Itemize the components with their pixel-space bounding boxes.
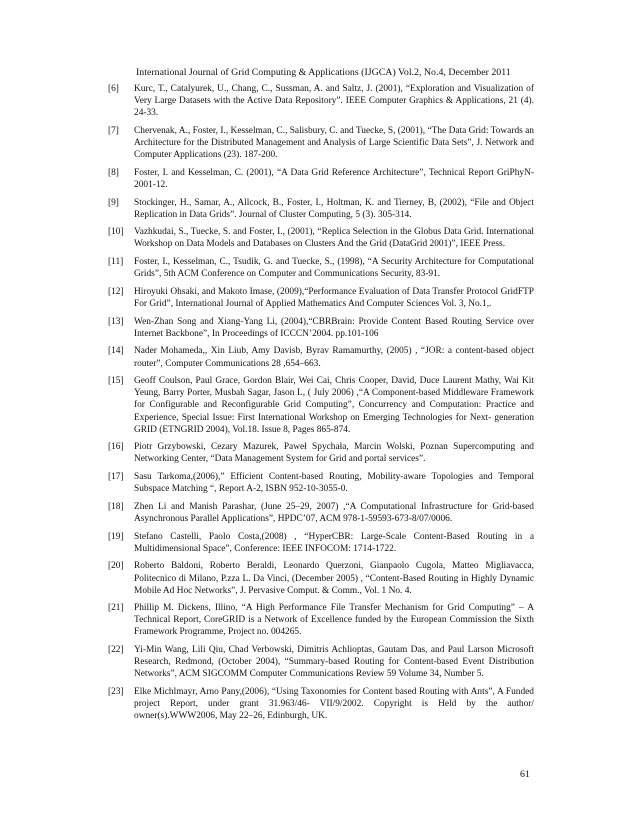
reference-number: [15] (108, 376, 124, 387)
reference-item (108, 560, 534, 596)
reference-number: [16] (108, 442, 124, 453)
reference-item (108, 501, 534, 525)
reference-item (108, 471, 534, 495)
reference-list (108, 83, 534, 728)
reference-item (108, 531, 534, 555)
reference-text: Vazhkudai, S., Tuecke, S. and Foster, I., (2001), “Replica Selection in the Globus Data Grid. International Workshop on Data Models and Databases on Clusters And the Grid (DataGrid 2001)”, IEEE Press. (134, 227, 534, 250)
reference-number: [8] (108, 167, 119, 178)
reference-number: [18] (108, 501, 124, 512)
reference-item (108, 167, 534, 191)
reference-item (108, 345, 534, 369)
reference-text: Zhen Li and Manish Parashar, (June 25–29, 2007) ,“A Computational Infrastructure for Grid-based Asynchronous Parallel Applications”, HPDC’07, ACM 978-1-59593-673-8/07/0006. (134, 501, 534, 524)
reference-text: Phillip M. Dickens, Illino, “A High Performance File Transfer Mechanism for Grid Computing” – A Technical Report, CoreGRID is a Network of Excellence funded by the European Commission the Sixth Framework Programme, Project no. 004265. (134, 603, 534, 638)
reference-text: Yi-Min Wang, Lili Qiu, Chad Verbowski, Dimitris Achlioptas, Gautam Das, and Paul Larson Microsoft Research, Redmond, (October 2004), “Summary-based Routing for Content-based Event Distribution Networks”, ACM SIGCOMM Computer Communications Review 59 Volume 34, Number 5. (134, 645, 534, 680)
reference-number: [7] (108, 125, 119, 136)
reference-number: [14] (108, 346, 124, 357)
reference-number: [13] (108, 316, 124, 327)
reference-text: Roberto Baldoni, Roberto Beraldi, Leonardo Querzoni, Gianpaolo Cugola, Matteo Migliavacca, Politecnico di Milano, P.zza L. Da Vinci, (December 2005) , “Content-Based Routing in Highly Dynamic Mobile Ad Hoc Networks”, J. Pervasive Comput. & Comm., Vol. 1 No. 4. (134, 561, 534, 596)
reference-number: [6] (108, 84, 119, 94)
reference-item (108, 256, 534, 280)
reference-number: [20] (108, 561, 124, 572)
reference-text: Sasu Tarkoma,(2006),” Efficient Content-based Routing, Mobility-aware Topologies and Temporal Subspace Matching “, Report A-2, ISBN 952-10-3055-0. (134, 472, 534, 495)
reference-item (108, 686, 534, 722)
reference-item (108, 125, 534, 161)
reference-number: [10] (108, 227, 124, 238)
reference-text: Foster, I. and Kesselman, C. (2001), “A Data Grid Reference Architecture”, Technical Report GriPhyN-2001-12. (134, 167, 534, 190)
running-header: International Journal of Grid Computing & Applications (IJGCA) Vol.2, No.4, December 2011 (136, 67, 511, 78)
reference-item (108, 226, 534, 250)
reference-number: [9] (108, 197, 119, 208)
reference-item (108, 197, 534, 221)
page-number: 61 (520, 769, 530, 780)
reference-text: Kurc, T., Catalyurek, U., Chang, C., Sussman, A. and Saltz, J. (2001), “Exploration and Visualization of Very Large Datasets with the Active Data Repository”. IEEE Computer Graphics & Applications, 21 (4). 24-33. (134, 84, 534, 119)
reference-text: Hiroyuki Ohsaki, and Makoto Imase, (2009),“Performance Evaluation of Data Transfer Protocol GridFTP For Grid”, International Journal of Applied Mathematics And Computer Sciences Vol. 3, No.1,. (134, 286, 534, 309)
reference-item (108, 602, 534, 638)
reference-text: Stefano Castelli, Paolo Costa,(2008) , “HyperCBR: Large-Scale Content-Based Routing in a Multidimensional Space”, Conference: IEEE INFOCOM: 1714-1722. (134, 531, 534, 554)
reference-text: Geoff Coulson, Paul Grace, Gordon Blair, Wei Cai, Chris Cooper, David, Duce Laurent Mathy, Wai Kit Yeung, Barry Porter, Musbah Sagar, Jason L, ( July 2006) ,“A Component-based Middleware Framework for Configurable and Reconfigurable Grid Computing”, Concurrency and Computation: Practice and Experience, Special Issue: First International Workshop on Emerging Technologies for Next- generation GRID (ETNGRID 2004), Vol.18. Issue 8, Pages 865-874. (134, 376, 534, 435)
reference-item (108, 441, 534, 465)
reference-text: Piotr Grzybowski, Cezary Mazurek, Paweł Spychała, Marcin Wolski, Poznan Supercomputing and Networking Center, “Data Management System for Grid and portal services”. (134, 442, 534, 465)
reference-item (108, 83, 534, 119)
reference-text: Stockinger, H., Samar, A., Allcock, B., Foster, I., Holtman, K. and Tierney, B, (2002), “File and Object Replication in Data Grids”. Journal of Cluster Computing, 5 (3). 305-314. (134, 197, 534, 220)
reference-item (108, 286, 534, 310)
reference-number: [11] (108, 257, 124, 268)
reference-text: Foster, I., Kesselman, C., Tsudik, G. and Tuecke, S., (1998), “A Security Architecture for Computational Grids”, 5th ACM Conference on Computer and Communications Security, 83-91. (134, 257, 534, 280)
reference-text: Wen-Zhan Song and Xiang-Yang Li, (2004),“CBRBrain: Provide Content Based Routing Service over Internet Backbone”, In Proceedings of ICCCN’2004. pp.101-106 (134, 316, 534, 339)
reference-number: [19] (108, 531, 124, 542)
reference-number: [21] (108, 603, 124, 614)
reference-number: [12] (108, 286, 124, 297)
reference-text: Nader Mohameda,, Xin Liub, Amy Davisb, Byrav Ramamurthy, (2005) , “JOR: a content-based object router”, Computer Communications 28 ,654–663. (134, 346, 534, 369)
reference-number: [23] (108, 687, 124, 698)
reference-number: [22] (108, 645, 124, 656)
reference-text: Chervenak, A., Foster, I., Kesselman, C., Salisbury, C. and Tuecke, S, (2001), “The Data Grid: Towards an Architecture for the Distributed Management and Analysis of Large Scientific Data Sets”, J. Network and Computer Applications (23). 187-200. (134, 125, 534, 161)
reference-text: Elke Michlmayr, Arno Pany,(2006), “Using Taxonomies for Content based Routing with Ants”, A Funded project Report, under grant 31.963/46- VII/9/2002. Copyright is Held by the author/ owner(s).WWW2006, May 22–26, Edinburgh, UK. (134, 687, 534, 722)
reference-item (108, 316, 534, 340)
reference-item (108, 644, 534, 680)
reference-number: [17] (108, 472, 124, 483)
reference-item (108, 375, 534, 435)
